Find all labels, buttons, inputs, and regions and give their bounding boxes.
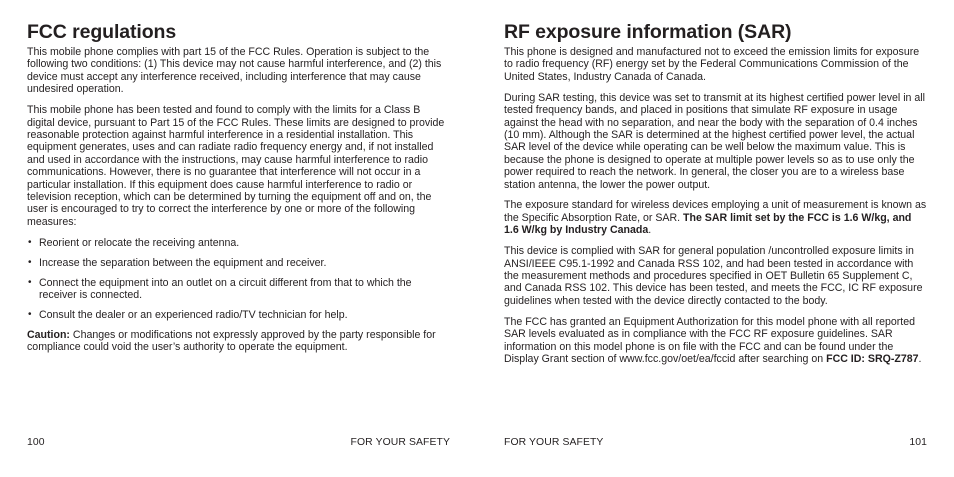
bullet-icon: • [28, 276, 32, 288]
fcc-id-text: FCC ID: SRQ-Z787 [826, 352, 919, 365]
sar-paragraph-3 [504, 199, 927, 236]
right-page-body [504, 46, 927, 374]
caution-text: Changes or modifications not expressly approved by the party responsible for compliance could void the user’s authority to operate the equipment. [27, 328, 436, 354]
list-item [27, 257, 450, 269]
fcc-paragraph-1: This mobile phone complies with part 15 of the FCC Rules. Operation is subject to the following two conditions: (1) This device may not cause harmful interference, and (2) this device must accept any interference received, including interference that may cause undesired operation. [27, 46, 442, 96]
bullet-icon: • [28, 236, 32, 248]
caution-paragraph [27, 329, 450, 354]
right-page [504, 0, 927, 477]
list-item-text: Consult the dealer or an experienced radio/TV technician for help. [39, 308, 348, 321]
list-item [27, 237, 450, 249]
sar-paragraph-3-text: The exposure standard for wireless devices employing a unit of measurement is known as the Specific Absorption Rate, or SAR. [504, 199, 927, 224]
page-number-left: 100 [27, 437, 45, 448]
rf-exposure-heading: RF exposure information (SAR) [504, 21, 792, 43]
list-item [27, 277, 450, 302]
sar-paragraph-5-end: . [918, 352, 922, 365]
fcc-paragraph-2: This mobile phone has been tested and found to comply with the limits for a Class B digital device, pursuant to Part 15 of the FCC Rules. These limits are designed to provide reasonable protection against harmful interference in a residential installation. This equipment generates, uses and can radiate radio frequency energy and, if not installed and used in accordance with the instructions, may cause harmful interference to radio communications. However, there is no guarantee that interference will not occur in a particular installation. If this equipment does cause harmful interference to radio or television reception, which can be determined by turning the equipment off and on, the user is encouraged to try to correct the interference by one or more of the following measures: [27, 104, 445, 228]
sar-paragraph-3-end: . [648, 224, 652, 237]
sar-paragraph-5-text: The FCC has granted an Equipment Authorization for this model phone with all reported SAR levels evaluated as in compliance with the FCC RF exposure guidelines. SAR information on this model phone is on file with the FCC and can be found under the Display Grant section of www.fcc.gov/oet/ea/fccid after searching on [504, 315, 916, 365]
measures-list [27, 237, 450, 322]
section-label-left: FOR YOUR SAFETY [350, 437, 450, 448]
fcc-regulations-heading: FCC regulations [27, 21, 177, 43]
sar-limit-text: The SAR limit set by the FCC is 1.6 W/kg, and 1.6 W/kg by Industry Canada [504, 211, 912, 237]
sar-paragraph-1: This phone is designed and manufactured not to exceed the emission limits for exposure to radio frequency (RF) energy set by the Federal Communications Commission of the United States, Industry Canada of Canada. [504, 46, 920, 83]
caution-label: Caution: [27, 328, 70, 341]
page-number-right: 101 [909, 437, 927, 448]
sar-paragraph-5 [504, 316, 927, 366]
sar-paragraph-4: This device is complied with SAR for general population /uncontrolled exposure limits in ANSI/IEEE C95.1-1992 and Canada RSS 102, and had been tested in accordance with the measurement methods and procedures specified in OET Bulletin 65 Supplement C, and Canada RSS 102. This device has been tested, and meets the FCC, IC RF exposure guidelines when tested with the device directly contacted to the body. [504, 245, 923, 307]
bullet-icon: • [28, 308, 32, 320]
section-label-right: FOR YOUR SAFETY [504, 437, 604, 448]
list-item-text: Increase the separation between the equipment and receiver. [39, 256, 327, 269]
left-page-body [27, 46, 450, 362]
list-item-text: Reorient or relocate the receiving antenna. [39, 236, 240, 249]
list-item-text: Connect the equipment into an outlet on a circuit different from that to which the receiver is connected. [39, 276, 412, 301]
sar-paragraph-2: During SAR testing, this device was set to transmit at its highest certified power level in all tested frequency bands, and placed in positions that simulate RF exposure in usage against the head with no separation, and near the body with the separation of 0.4 inches (10 mm). Although the SAR is determined at the highest certified power level, the actual SAR level of the device while operating can be well below the maximum value. This is because the phone is designed to operate at multiple power levels so as to use only the power required to reach the network. In general, the closer you are to a wireless base station antenna, the lower the power output. [504, 91, 925, 191]
list-item [27, 309, 450, 321]
left-page [27, 0, 450, 477]
bullet-icon: • [28, 256, 32, 268]
